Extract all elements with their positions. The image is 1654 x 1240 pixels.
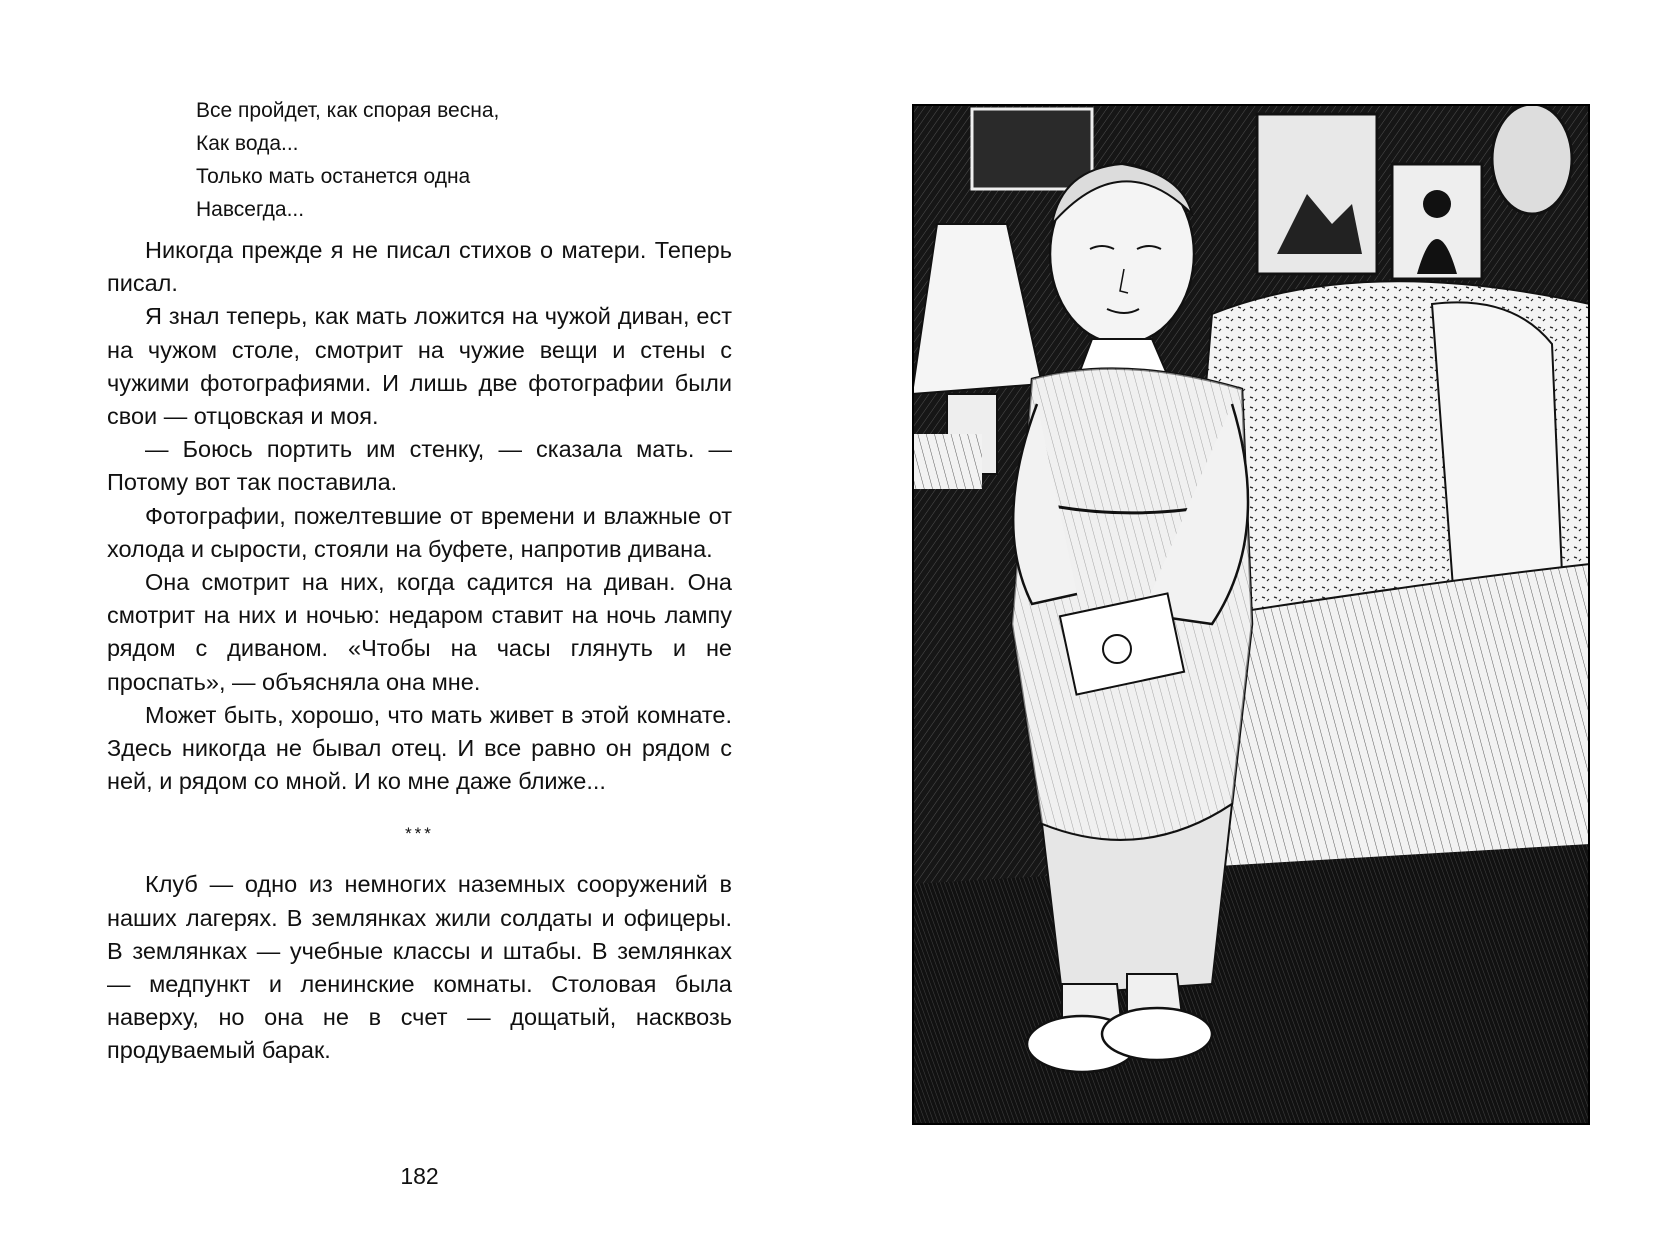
paragraph: Она смотрит на них, когда садится на диван. Она смотрит на них и ночью: недаром ставит на ночь лампу рядом с диваном. «Чтобы на часы глянуть и не проспать», — объясняла она мне. [107,569,732,695]
paragraph: Я знал теперь, как мать ложится на чужой диван, ест на чужом столе, смотрит на чужие вещи и стены с чужими фотографиями. И лишь две фотографии были свои — отцовская и моя. [107,303,732,430]
section-separator: *** [405,824,434,844]
woman-on-sofa-icon [912,104,1590,1125]
paragraph: Никогда прежде я не писал стихов о матери. Теперь писал. [107,237,732,297]
poem-line: Как вода... [196,132,299,155]
ink-illustration [912,104,1590,1125]
prose-section-2 [107,868,732,1067]
page-number: 182 [400,1163,439,1189]
paragraph: — Боюсь портить им стенку, — сказала мать. — Потому вот так поставила. [107,436,732,496]
prose-section-1 [107,234,732,798]
poem-line: Навсегда... [196,198,305,221]
poem-line: Только мать останется одна [196,165,471,188]
paragraph: Клуб — одно из немногих наземных сооружений в наших лагерях. В землянках жили солдаты и офицеры. В землянках — учебные классы и штабы. В землянках — медпункт и ленинские комнаты. Столовая была наверху, но она не в счет — дощатый, насквозь продуваемый барак. [107,871,732,1064]
poem-line: Все пройдет, как спорая весна, [196,99,500,122]
text-column [107,94,732,1068]
paragraph: Фотографии, пожелтевшие от времени и влажные от холода и сырости, стояли на буфете, напротив дивана. [107,502,732,562]
poem-stanza [196,94,732,226]
paragraph: Может быть, хорошо, что мать живет в этой комнате. Здесь никогда не бывал отец. И все равно он рядом с ней, и рядом со мной. И ко мне даже ближе... [107,701,732,795]
